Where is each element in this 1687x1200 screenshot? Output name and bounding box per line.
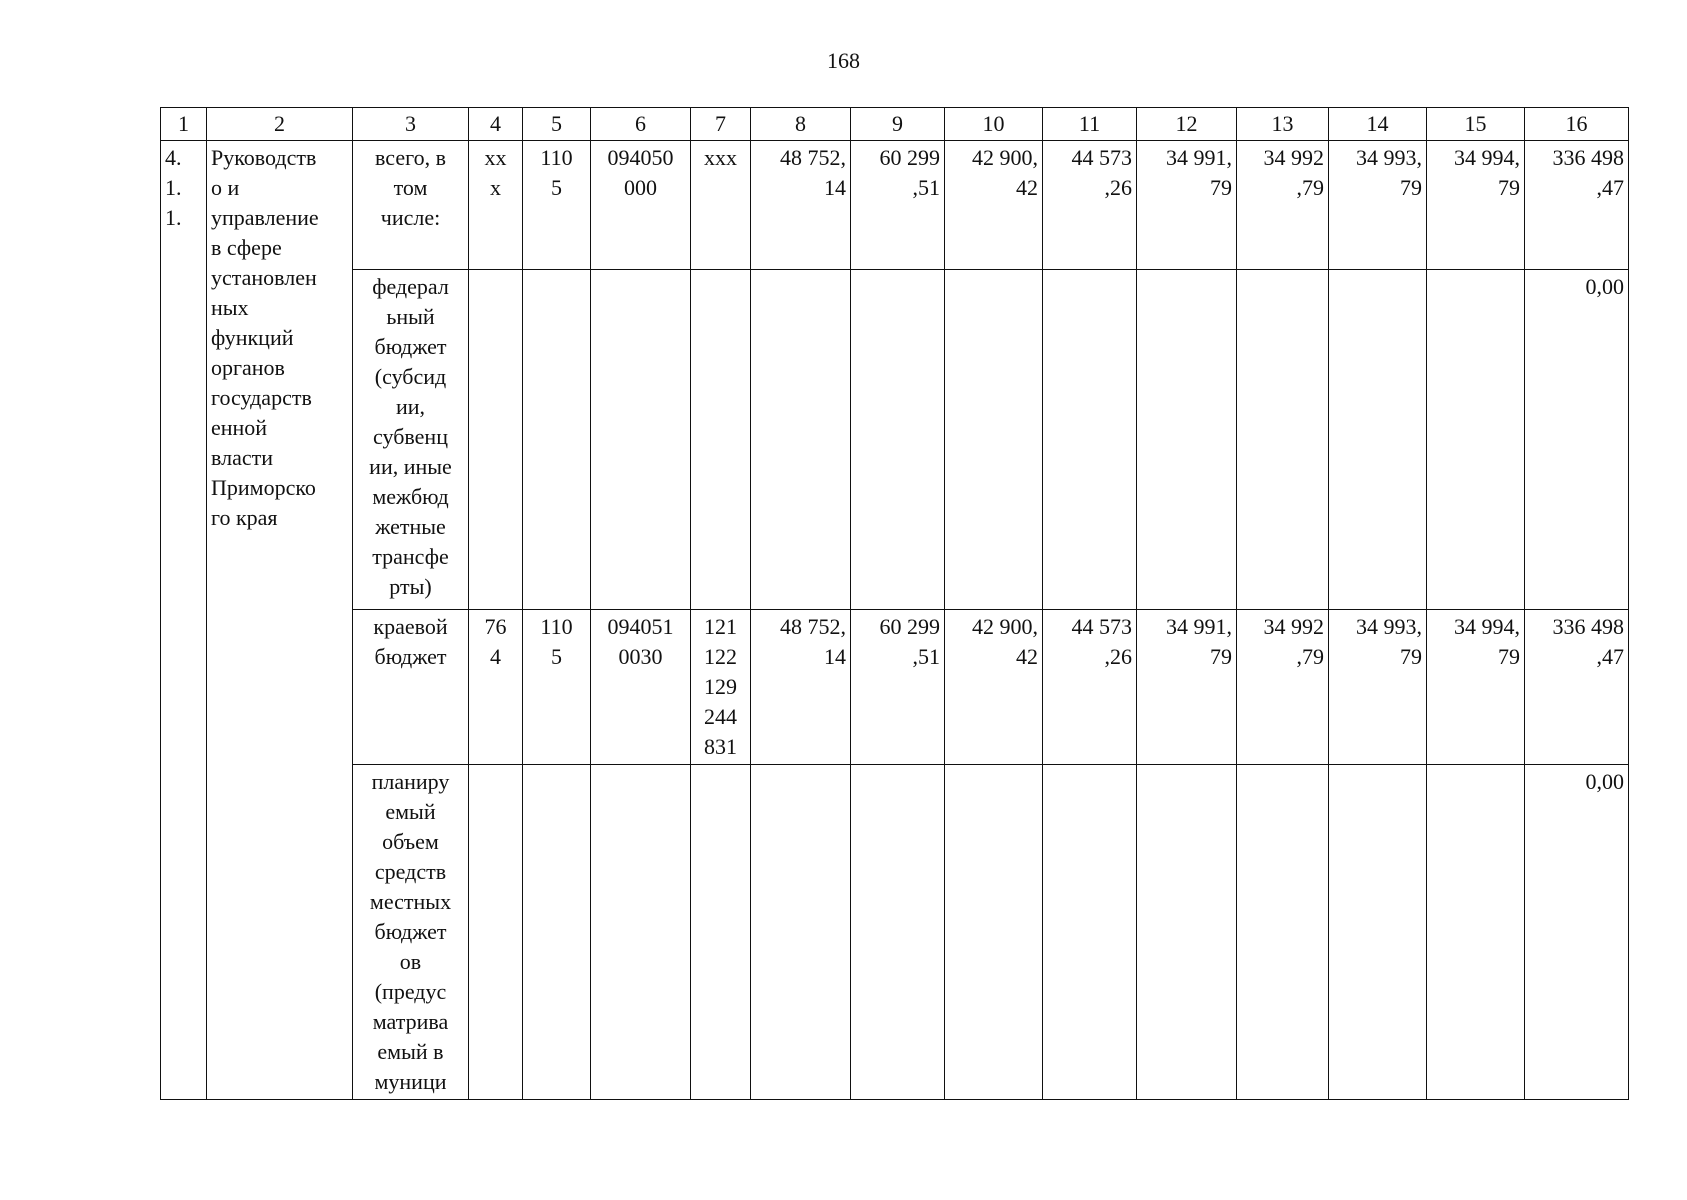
total-cell: 336 498 ,47	[1525, 141, 1629, 270]
empty-cell	[1329, 270, 1427, 610]
value-cell: 34 991, 79	[1137, 610, 1237, 765]
empty-cell	[591, 270, 691, 610]
cell-c6: 094051 0030	[591, 610, 691, 765]
item-number: 4. 1. 1.	[161, 141, 207, 1100]
empty-cell	[469, 765, 523, 1100]
table-row-federal	[161, 270, 1629, 610]
cell-c4: xx x	[469, 141, 523, 270]
empty-cell	[591, 765, 691, 1100]
empty-cell	[945, 765, 1043, 1100]
funding-source: краевой бюджет	[353, 610, 469, 765]
column-number: 4	[469, 108, 523, 141]
empty-cell	[1043, 765, 1137, 1100]
value-cell: 34 992 ,79	[1237, 141, 1329, 270]
empty-cell	[523, 765, 591, 1100]
empty-cell	[751, 270, 851, 610]
item-name: Руководств о и управление в сфере установлен ных функций органов государств енной власти Приморско го края	[207, 141, 353, 1100]
empty-cell	[1043, 270, 1137, 610]
page-number: 168	[827, 48, 860, 73]
value-cell: 48 752, 14	[751, 141, 851, 270]
column-number-row	[161, 108, 1629, 141]
empty-cell	[469, 270, 523, 610]
column-number: 14	[1329, 108, 1427, 141]
cell-c5: 110 5	[523, 610, 591, 765]
column-number: 10	[945, 108, 1043, 141]
column-number: 5	[523, 108, 591, 141]
empty-cell	[1237, 270, 1329, 610]
column-number: 16	[1525, 108, 1629, 141]
total-cell: 0,00	[1525, 765, 1629, 1100]
column-number: 8	[751, 108, 851, 141]
empty-cell	[1427, 765, 1525, 1100]
column-number: 3	[353, 108, 469, 141]
empty-cell	[1137, 270, 1237, 610]
cell-c7: 121 122 129 244 831	[691, 610, 751, 765]
value-cell: 44 573 ,26	[1043, 141, 1137, 270]
table-row-total	[161, 141, 1629, 270]
value-cell: 34 994, 79	[1427, 610, 1525, 765]
cell-c5: 110 5	[523, 141, 591, 270]
table-row-regional	[161, 610, 1629, 765]
value-cell: 42 900, 42	[945, 610, 1043, 765]
empty-cell	[851, 270, 945, 610]
column-number: 15	[1427, 108, 1525, 141]
column-number: 6	[591, 108, 691, 141]
column-number: 9	[851, 108, 945, 141]
empty-cell	[691, 270, 751, 610]
total-cell: 336 498 ,47	[1525, 610, 1629, 765]
funding-source: всего, в том числе:	[353, 141, 469, 270]
cell-c7: xxx	[691, 141, 751, 270]
funding-source: планиру емый объем средств местных бюджет ов (предус матрива емый в муници	[353, 765, 469, 1100]
column-number: 7	[691, 108, 751, 141]
total-cell: 0,00	[1525, 270, 1629, 610]
value-cell: 48 752, 14	[751, 610, 851, 765]
table-row-municipal	[161, 765, 1629, 1100]
value-cell: 34 991, 79	[1137, 141, 1237, 270]
column-number: 1	[161, 108, 207, 141]
cell-c4: 76 4	[469, 610, 523, 765]
budget-table	[160, 107, 1629, 1100]
empty-cell	[1329, 765, 1427, 1100]
empty-cell	[523, 270, 591, 610]
cell-c6: 094050 000	[591, 141, 691, 270]
value-cell: 60 299 ,51	[851, 610, 945, 765]
value-cell: 44 573 ,26	[1043, 610, 1137, 765]
value-cell: 34 993, 79	[1329, 141, 1427, 270]
value-cell: 34 994, 79	[1427, 141, 1525, 270]
column-number: 12	[1137, 108, 1237, 141]
value-cell: 42 900, 42	[945, 141, 1043, 270]
column-number: 13	[1237, 108, 1329, 141]
empty-cell	[1237, 765, 1329, 1100]
column-number: 11	[1043, 108, 1137, 141]
empty-cell	[1137, 765, 1237, 1100]
empty-cell	[1427, 270, 1525, 610]
column-number: 2	[207, 108, 353, 141]
funding-source: федерал ьный бюджет (субсид ии, субвенц ии, иные межбюд жетные трансфе рты)	[353, 270, 469, 610]
value-cell: 34 992 ,79	[1237, 610, 1329, 765]
empty-cell	[751, 765, 851, 1100]
empty-cell	[851, 765, 945, 1100]
empty-cell	[945, 270, 1043, 610]
empty-cell	[691, 765, 751, 1100]
value-cell: 60 299 ,51	[851, 141, 945, 270]
value-cell: 34 993, 79	[1329, 610, 1427, 765]
